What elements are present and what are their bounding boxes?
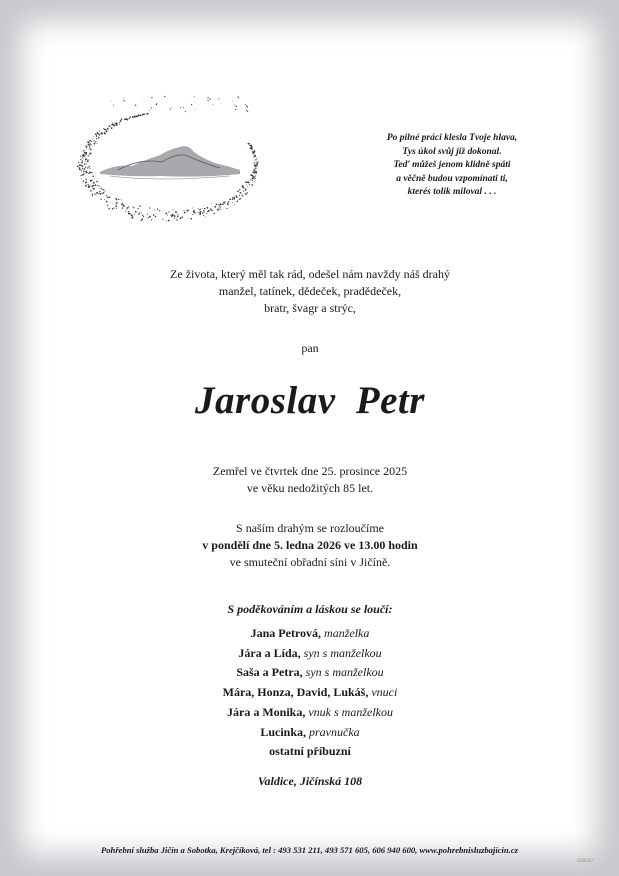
mourner-row [100, 742, 520, 762]
farewell-heading: S poděkováním a láskou se loučí: [227, 602, 393, 616]
mourner-names: Lucinka, [260, 724, 307, 739]
mourners-list [100, 624, 520, 762]
verse-line: Po pilné práci klesla Tvoje hlava, [386, 133, 518, 143]
ceremony-place: ve smuteční obřadní síni v Jičíně. [229, 555, 391, 569]
verse-line: Tys úkol svůj již dokonal. [402, 146, 502, 157]
mountain-silhouette [100, 146, 240, 176]
address: Valdice, Jičínská 108 [257, 774, 363, 788]
intro-line: bratr, švagr a strýc, [264, 301, 356, 315]
mountain-landscape-emblem [70, 92, 280, 232]
ceremony-details [100, 520, 520, 571]
mourner-names: ostatní příbuzní [269, 744, 351, 759]
mourner-row [100, 723, 520, 743]
mourner-names: Jana Petrová, [250, 626, 322, 640]
mourner-names: Mára, Honza, David, Lukáš, [222, 685, 369, 700]
mourner-relation: syn s manželkou [303, 645, 382, 660]
memorial-verse [352, 132, 552, 200]
mourner-relation: manželka [324, 626, 370, 640]
mourner-relation: vnuci [371, 685, 398, 700]
mountain-reflection [110, 176, 230, 179]
intro-line: Ze života, který měl tak rád, odešel nám navždy náš drahý [170, 267, 450, 281]
funeral-service-footer: Pohřební služba Jičín a Sobotka, Krejčíková, tel : 493 531 211, 493 571 605, 606 940 600, www.pohrebnisluzbajicin.cz [101, 845, 518, 855]
death-details [100, 463, 520, 497]
verse-line: kterés tolik miloval . . . [407, 187, 497, 197]
death-date: Zemřel ve čtvrtek dne 25. prosince 2025 [212, 464, 408, 478]
mourner-relation: syn s manželkou [305, 665, 384, 680]
mourner-row [100, 703, 520, 723]
mourner-row [100, 624, 520, 644]
mourner-row [100, 683, 520, 703]
honorific: pan [301, 341, 319, 355]
verse-line: Teď můžeš jenom klidně spáti [393, 160, 511, 170]
mourner-relation: pravnučka [309, 724, 360, 739]
ceremony-datetime: v pondělí dne 5. ledna 2026 ve 13.00 hodin [202, 538, 418, 552]
mourner-names: Jára a Lída, [238, 645, 301, 660]
mourner-names: Jára a Monika, [227, 704, 306, 719]
ceremony-intro: S naším drahým se rozloučíme [236, 521, 384, 535]
mourner-relation: vnuk s manželkou [308, 704, 393, 719]
intro-line: manžel, tatínek, dědeček, pradědeček, [218, 284, 402, 298]
mourner-row [100, 644, 520, 664]
mourner-names: Saša a Petra, [236, 665, 303, 680]
age-at-death: ve věku nedožitých 85 let. [246, 481, 374, 495]
verse-line: a věčně budou vzpomínati ti, [396, 173, 508, 184]
template-code: 01BC07 [577, 858, 593, 863]
intro-text [100, 266, 520, 317]
mourner-row [100, 663, 520, 683]
deceased-name: Jaroslav Petr [195, 379, 425, 422]
